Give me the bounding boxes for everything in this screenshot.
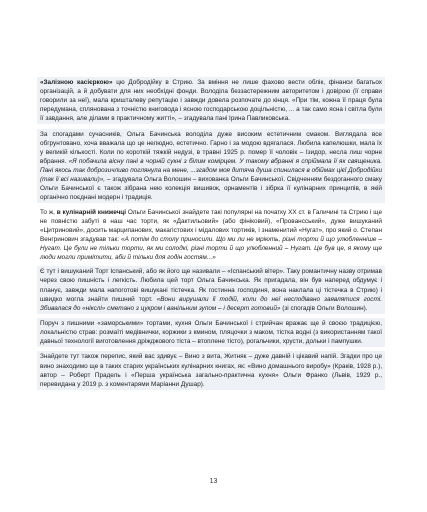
paragraph-text: цю Добродійку в Стрию. За вміння не лише фахово вести облік, фінанси багатьох організацій, а й добувати для них необхідні фонди. Володіла беззастережним авторитетом і довірою (її справи говорили за неї), мала кришталеву репутацію і завжди довела розпочате до кінця. «При тім, кожна її праця була передумана, сплянована з точністю книговода і ясною господарською доцільністю, ... а так само ясна і світла були її завдання, але ділами в практичному житті», – згадувала пані Ірина Павликовська.	[40, 79, 383, 123]
paragraph	[37, 266, 385, 313]
paragraph-text: Знайдете тут також перепис, який вас здивує – Вино з вита, Житняк – дуже давній і цікавий напій. Згадки про це вино знаходимо ще в таких старих українських кулінарних книгах, як: «Вино домашнього виробу» (Краків, 1928 р.), автор – Роберт Прадель і «Перша українська загально-практична кухня» Ольги Франко (Львів, 1929 р., перевидана у 2019 р. з коментарями Маріанни Душар).	[40, 353, 382, 388]
paragraph	[40, 208, 382, 263]
paragraph	[37, 351, 385, 389]
emphasis-text: в кулінарній книжечці	[56, 208, 127, 216]
quote-text: «Я побачила вісну пані в чорній сукні з білим комірцем. У такому вбранні я спріймала її як священика. Пані якось так доброзичливо поглянула на мене, ...згадом моя дитяча душа спинилася в обіймах цієї Добродійки (так її всі називали)», –	[40, 157, 382, 184]
page-number: 13	[209, 478, 218, 485]
emphasis-text: «Залізною касієркою»	[40, 79, 113, 86]
quote-text: «Вони вирушали її тодій, коли до неї несподівано заявлятися гості. Збивалася до «нікслі» сметано з цукром і ванільним зупом – і десерт готовий»	[40, 295, 382, 312]
paragraph	[37, 318, 385, 347]
paragraph-text: За спогадами сучасників, Ольга Бачинська володіла дуже високим естетичним смаком. Виглядала все обгрунтовано, хоча вважала що це нелюдно, естетично. Гарно і за модою вдягалася. Любила капелюшки, мала їх у великій кількості. Коли по короткій тяжкій недузі, в травні 1925 р. помер її чоловік – Ізидор, несла лиш чорне вбрання.	[40, 130, 382, 165]
body-text	[40, 77, 382, 394]
paragraph-text: Поруч з пишними «заморськими» тортами, кухня Ольги Бачинської і стрийчан вражає ще й своєю традицією, локальністю страв: розмаїті медівнички, коржики з кмином, пляцочки з маком, тістка водні (з використанням такої давньої технології виготовлення дріжджового тіста – втоплене тісто), рогальчики, хрусти, дольки і пампушки.	[40, 320, 382, 346]
quote-text: «А потім до столу приносили. Що ми ли не мріють, різні торти й що улюбленніше – Нугат. Це були не тільки торти, як ми солодкі, різні торти й що улюбленний – Нугат. Це був це, я якому ще люди могли примітити, аби й тільки для годін гостям...»	[40, 235, 382, 262]
paragraph-text: Ольги Бачинської знайдете такі популярні на початку XX ст. в Галичині та Стрию і ще не повністю забуті в наш час торти, як «Дактильовий» (або фініковий), «Провансський», дуже вишуканий «Цитриновий», досить марципанових, макагістових і мідалових тортиків, і знаменитий «Нугат», про який о. Степан Венгринович згадував так:	[40, 208, 383, 243]
paragraph-text: То ж,	[40, 208, 57, 216]
paragraph-text: (зі спогадів Ольги Волошин).	[280, 304, 368, 312]
paragraph	[37, 77, 385, 124]
paragraph-text: Є тут і вишуканий Торт Іспанський, або як його ще називали – «Іспанський вітер». Таку романтичну назву отримав через свою пишність і легкість. Любила цей торт Ольга Бачинська. Як пригадала, він був наперед обдумує і планує, завжди мала напоготові вишукані тістечка. Як гостинна господиня, вона наклала ці тістечка в Стрию) і швидко могла знайти пишний торт.	[40, 268, 382, 303]
paragraph	[37, 129, 385, 204]
paragraph-text: згадувала Ольга Волошин – вихованка Ольги Бачинської. Свідченням бездоганного смаку Ольги Бачинської є також зібрана нею колекція вишивок, орнаментів і зібрка її кулінарних принципів, в якій органічно поєднані модерн і традиція.	[40, 176, 383, 202]
